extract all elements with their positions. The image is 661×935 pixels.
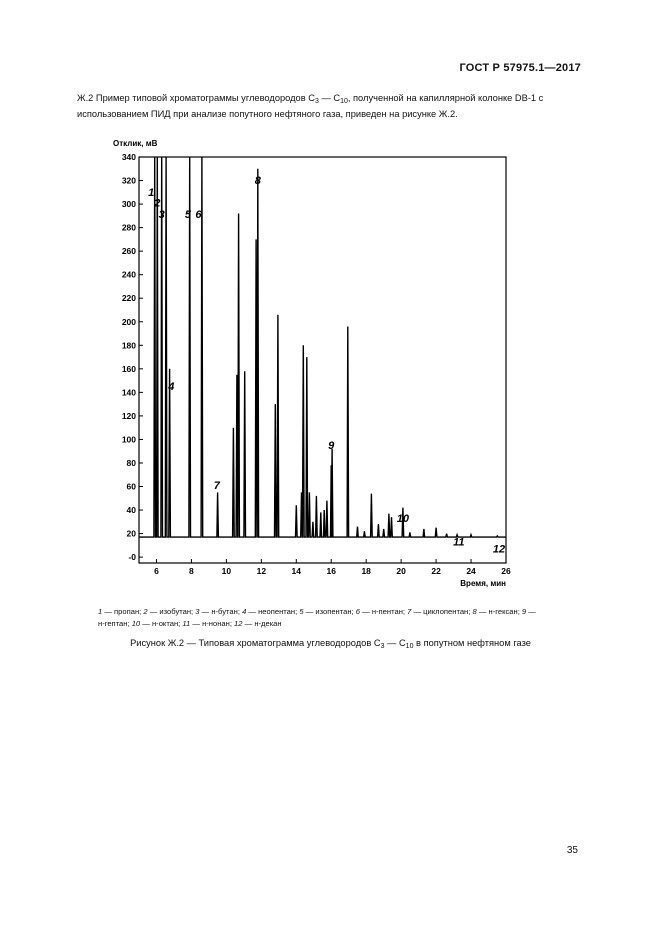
legend-item bbox=[234, 619, 282, 628]
intro-text-1: Ж.2 Пример типовой хроматограммы углеводородов С bbox=[77, 93, 315, 103]
legend-item bbox=[143, 607, 195, 616]
peak-label: 8 bbox=[254, 175, 261, 188]
x-tick-label: 6 bbox=[154, 566, 159, 576]
peak-label: 9 bbox=[328, 439, 335, 452]
x-tick-label: 20 bbox=[396, 566, 406, 576]
peak-label: 1 bbox=[148, 186, 155, 199]
intro-text-2: , полученной на капиллярной колонке DB-1 с использованием ПИД при анализе попутного нефтяного газа, приведен на рисунке Ж.2. bbox=[77, 93, 544, 119]
peak-label: 3 bbox=[158, 209, 165, 222]
y-tick-label: 40 bbox=[126, 505, 136, 516]
x-tick-label: 12 bbox=[256, 566, 267, 576]
legend-number: 8 bbox=[472, 607, 477, 616]
x-tick-label: 16 bbox=[326, 566, 336, 576]
legend-name: — н-нонан; bbox=[190, 619, 235, 628]
legend-number: 10 bbox=[131, 619, 141, 628]
intro-sub-2: 10 bbox=[340, 98, 348, 105]
y-tick-label: 220 bbox=[121, 293, 136, 304]
legend-item bbox=[407, 607, 472, 616]
peak-label: 2 bbox=[154, 197, 161, 210]
legend-item bbox=[195, 607, 242, 616]
legend-name: — н-октан; bbox=[140, 619, 183, 628]
legend-name: — н-бутан; bbox=[199, 607, 243, 616]
caption-text-2: в попутном нефтяном газе bbox=[413, 638, 531, 648]
figure-caption bbox=[0, 638, 661, 650]
legend-item bbox=[182, 619, 234, 628]
legend-name: — изобутан; bbox=[147, 607, 196, 616]
legend-name: — пропан; bbox=[102, 607, 144, 616]
peak-label: 6 bbox=[195, 209, 202, 222]
y-tick-label: 320 bbox=[121, 175, 136, 186]
x-tick-label: 8 bbox=[189, 566, 194, 576]
y-tick-label: 280 bbox=[121, 222, 136, 233]
y-axis-label: Отклик, мВ bbox=[113, 139, 158, 148]
y-tick-label: -0 bbox=[128, 552, 136, 563]
y-tick-label: 340 bbox=[121, 152, 136, 162]
y-tick-label: 200 bbox=[121, 316, 136, 327]
intro-dash: — С bbox=[318, 93, 341, 103]
legend-name: — н-гептан; bbox=[98, 607, 536, 628]
legend-number: 2 bbox=[143, 607, 148, 616]
legend-name: — н-гексан; bbox=[476, 607, 522, 616]
caption-dash: — С bbox=[384, 638, 406, 648]
legend-name: — неопентан; bbox=[246, 607, 300, 616]
legend-number: 6 bbox=[355, 607, 361, 616]
chromatogram-svg bbox=[100, 130, 530, 588]
caption-text-1: Рисунок Ж.2 — Типовая хроматограмма углеводородов С bbox=[130, 638, 381, 648]
legend-number: 12 bbox=[234, 619, 243, 628]
legend-number: 3 bbox=[195, 607, 200, 616]
y-tick-label: 160 bbox=[121, 363, 136, 374]
chromatogram-trace bbox=[139, 157, 506, 537]
y-tick-label: 140 bbox=[121, 387, 136, 398]
y-tick-label: 120 bbox=[121, 410, 136, 421]
peak-label: 7 bbox=[213, 479, 220, 492]
legend-number: 1 bbox=[98, 607, 103, 616]
x-tick-label: 26 bbox=[501, 566, 511, 576]
legend-name: — н-пентан; bbox=[360, 607, 408, 616]
peak-label: 11 bbox=[453, 536, 465, 549]
caption-sub-2: 10 bbox=[405, 643, 414, 650]
legend-item bbox=[472, 607, 521, 616]
x-tick-label: 10 bbox=[221, 566, 232, 576]
peak-label: 4 bbox=[168, 381, 175, 394]
y-tick-label: 20 bbox=[126, 528, 136, 539]
y-tick-label: 240 bbox=[121, 269, 136, 280]
legend-number: 9 bbox=[521, 607, 527, 616]
legend-name: — изопентан; bbox=[303, 607, 356, 616]
peak-label: 12 bbox=[492, 543, 506, 556]
peak-label: 10 bbox=[396, 512, 410, 525]
y-tick-label: 80 bbox=[126, 457, 136, 468]
y-tick-label: 100 bbox=[121, 434, 136, 445]
y-tick-label: 260 bbox=[121, 246, 136, 257]
peak-label: 5 bbox=[184, 209, 191, 222]
intro-paragraph bbox=[77, 92, 587, 120]
legend-number: 7 bbox=[407, 607, 412, 616]
intro-sub-1: 3 bbox=[314, 98, 319, 105]
x-tick-label: 22 bbox=[431, 566, 441, 576]
legend-item bbox=[98, 607, 143, 616]
caption-sub-1: 3 bbox=[380, 643, 385, 650]
standard-header: ГОСТ Р 57975.1—2017 bbox=[459, 62, 581, 74]
legend-name: — циклопентан; bbox=[411, 607, 473, 616]
legend-item bbox=[356, 607, 407, 616]
x-tick-label: 24 bbox=[466, 566, 476, 576]
y-tick-label: 60 bbox=[126, 481, 136, 492]
x-axis-label: Время, мин bbox=[460, 579, 506, 588]
y-tick-label: 300 bbox=[121, 199, 136, 210]
legend-number: 11 bbox=[182, 619, 191, 628]
plot-frame bbox=[139, 157, 506, 563]
x-tick-label: 14 bbox=[291, 566, 302, 576]
legend-item bbox=[242, 607, 299, 616]
peak-legend bbox=[98, 606, 538, 630]
chromatogram-chart bbox=[100, 130, 530, 588]
legend-item bbox=[132, 619, 183, 628]
legend-item bbox=[299, 607, 355, 616]
y-tick-label: 180 bbox=[121, 340, 136, 351]
legend-number: 5 bbox=[299, 607, 304, 616]
legend-name: — н-декан bbox=[242, 619, 282, 628]
x-tick-label: 18 bbox=[361, 566, 371, 576]
page-number: 35 bbox=[566, 845, 578, 856]
legend-number: 4 bbox=[242, 607, 247, 616]
